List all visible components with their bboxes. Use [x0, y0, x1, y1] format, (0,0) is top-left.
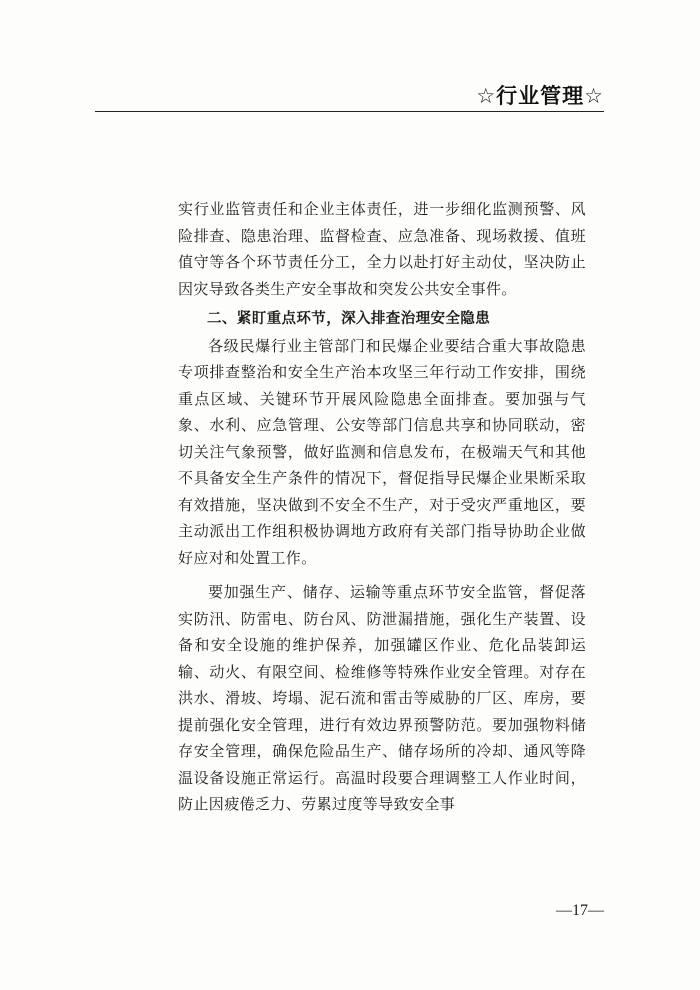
page-number: —17—: [556, 902, 604, 919]
header-divider: [95, 111, 604, 112]
section-header-title: ☆行业管理☆: [476, 84, 604, 108]
section-heading: 二、紧盯重点环节，深入排查治理安全隐患: [207, 311, 491, 327]
paragraph: 各级民爆行业主管部门和民爆企业要结合重大事故隐患专项排查整治和安全生产治本攻坚三年行动工作安排，围绕重点区域、关键环节开展风险隐患全面排查。要加强与气象、水利、应急管理、公安等部门信息共享和协同联动，密切关注气象预警，做好监测和信息发布，在极端天气和其他不具备安全生产条件的情况下，督促指导民爆企业果断采取有效措施，坚决做到不安全不生产，对于受灾严重地区，要主动派出工作组积极协调地方政府有关部门指导协助企业做好应对和处置工作。: [178, 336, 586, 567]
paragraph-continuation: 实行业监管责任和企业主体责任，进一步细化监测预警、风险排查、隐患治理、监督检查、应急准备、现场救援、值班值守等各个环节责任分工，全力以赴打好主动仗，坚决防止因灾导致各类生产安全事故和突发公共安全事件。: [178, 200, 586, 298]
body-text: [178, 196, 586, 818]
paragraph: 要加强生产、储存、运输等重点环节安全监管，督促落实防汛、防雷电、防台风、防泄漏措施，强化生产装置、设备和安全设施的维护保养，加强罐区作业、危化品装卸运输、动火、有限空间、检维修等特殊作业安全管理。对存在洪水、滑坡、垮塌、泥石流和雷击等威胁的厂区、库房，要提前强化安全管理，进行有效边界预警防范。要加强物料储存安全管理，确保危险品生产、储存场所的冷却、通风等降温设备设施正常运行。高温时段要合理调整工人作业时间，防止因疲倦乏力、劳累过度等导致安全事: [178, 583, 586, 813]
